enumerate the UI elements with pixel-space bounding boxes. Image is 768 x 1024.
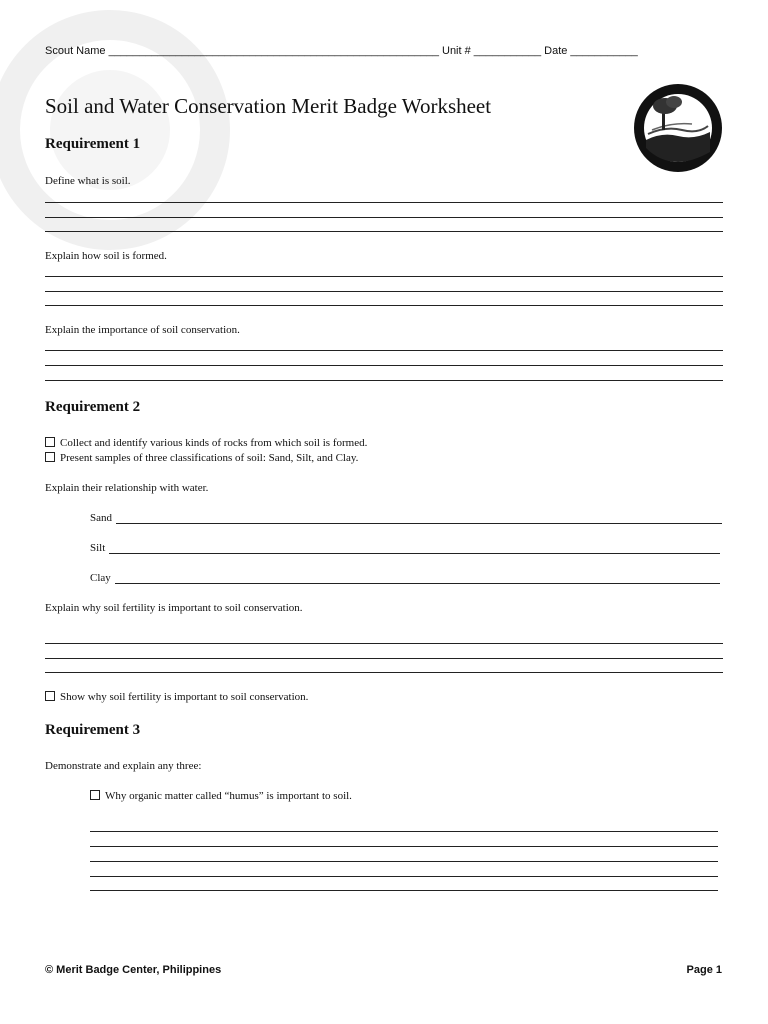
question-relationship-water: Explain their relationship with water.	[45, 482, 209, 494]
checklist-item-label: Collect and identify various kinds of rocks from which soil is formed.	[60, 437, 368, 449]
question-soil-fertility: Explain why soil fertility is important to soil conservation.	[45, 602, 303, 614]
answer-line[interactable]	[90, 890, 718, 891]
sand-label: Sand	[90, 512, 112, 524]
requirement-2-heading: Requirement 2	[45, 399, 141, 415]
checkbox-icon[interactable]	[45, 452, 55, 462]
requirement-1-heading: Requirement 1	[45, 136, 141, 152]
silt-label: Silt	[90, 542, 106, 554]
answer-line[interactable]	[45, 658, 723, 659]
answer-line[interactable]	[45, 672, 723, 673]
scout-info-line: Scout Name ______________________________________________________ Unit # ___________ Date ___________	[45, 45, 638, 57]
answer-line[interactable]	[45, 231, 723, 232]
sand-answer-row[interactable]	[90, 512, 722, 524]
answer-line[interactable]	[90, 876, 718, 877]
silt-answer-line[interactable]	[109, 543, 720, 554]
clay-answer-line[interactable]	[115, 573, 720, 584]
answer-line[interactable]	[45, 291, 723, 292]
answer-line[interactable]	[45, 305, 723, 306]
checklist-item-label: Present samples of three classifications of soil: Sand, Silt, and Clay.	[60, 452, 359, 464]
answer-line[interactable]	[90, 846, 718, 847]
checkbox-icon[interactable]	[45, 691, 55, 701]
demonstrate-intro: Demonstrate and explain any three:	[45, 760, 202, 772]
question-define-soil: Define what is soil.	[45, 175, 131, 187]
answer-line[interactable]	[45, 643, 723, 644]
page-title: Soil and Water Conservation Merit Badge Worksheet	[45, 94, 492, 118]
checklist-item[interactable]	[45, 452, 358, 464]
checkbox-icon[interactable]	[90, 790, 100, 800]
checkbox-icon[interactable]	[45, 437, 55, 447]
silt-answer-row[interactable]	[90, 542, 720, 554]
checklist-item[interactable]	[90, 790, 352, 802]
sand-answer-line[interactable]	[116, 513, 722, 524]
answer-line[interactable]	[90, 831, 718, 832]
answer-line[interactable]	[45, 365, 723, 366]
clay-answer-row[interactable]	[90, 572, 720, 584]
answer-line[interactable]	[45, 202, 723, 203]
checklist-item-label: Show why soil fertility is important to soil conservation.	[60, 691, 309, 703]
checklist-item-label: Why organic matter called “humus” is important to soil.	[105, 790, 352, 802]
answer-line[interactable]	[45, 350, 723, 351]
answer-line[interactable]	[45, 380, 723, 381]
answer-line[interactable]	[45, 276, 723, 277]
checklist-item[interactable]	[45, 691, 308, 703]
answer-line[interactable]	[45, 217, 723, 218]
question-soil-formed: Explain how soil is formed.	[45, 250, 167, 262]
checklist-item[interactable]	[45, 437, 367, 449]
footer-page-number: Page 1	[686, 964, 722, 976]
footer-copyright: © Merit Badge Center, Philippines	[45, 964, 222, 976]
clay-label: Clay	[90, 572, 111, 584]
soil-landscape-emblem-icon	[632, 82, 724, 174]
answer-line[interactable]	[90, 861, 718, 862]
requirement-3-heading: Requirement 3	[45, 722, 141, 738]
question-importance-conservation: Explain the importance of soil conservation.	[45, 324, 240, 336]
